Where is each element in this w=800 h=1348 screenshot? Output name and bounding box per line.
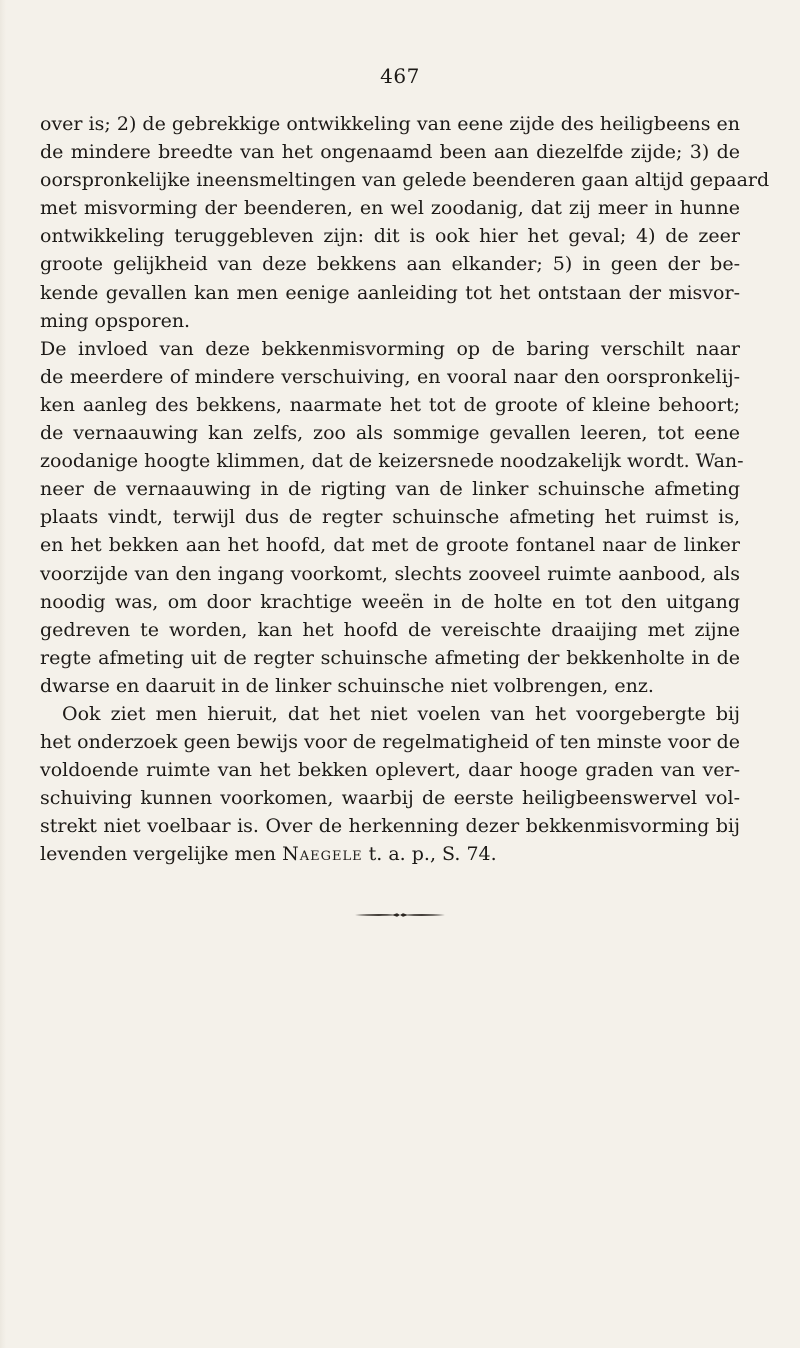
text-line: de meerdere of mindere verschuiving, en vooral naar den oorspronkelij- bbox=[40, 365, 740, 388]
text-line: zoodanige hoogte klimmen, dat de keizersnede noodzakelijk wordt. Wan- bbox=[40, 450, 744, 473]
text-line: noodig was, om door krachtige weeën in de holte en tot den uitgang bbox=[40, 590, 740, 613]
text-line: schuiving kunnen voorkomen, waarbij de eerste heiligbeenswervel vol- bbox=[40, 787, 740, 810]
page-edge-shadow bbox=[0, 0, 6, 1348]
text-line: plaats vindt, terwijl dus de regter schuinsche afmeting het ruimst is, bbox=[40, 506, 740, 529]
final-line-end: t. a. p., S. 74. bbox=[362, 843, 497, 866]
text-line: gedreven te worden, kan het hoofd de vereischte draaijing met zijne bbox=[40, 618, 740, 641]
text-line: regte afmeting uit de regter schuinsche afmeting der bekkenholte in de bbox=[40, 646, 740, 669]
page-number: 467 bbox=[380, 64, 420, 88]
final-text-line bbox=[40, 840, 740, 868]
text-line: over is; 2) de gebrekkige ontwikkeling van eene zijde des heiligbeens en bbox=[40, 113, 740, 135]
text-line: het onderzoek geen bewijs voor de regelmatigheid of ten minste voor de bbox=[40, 731, 740, 754]
text-line: ming opsporen. bbox=[40, 309, 191, 332]
final-line-start: levenden vergelijke men bbox=[40, 843, 283, 866]
author-name: Naegele bbox=[282, 843, 363, 866]
text-line: strekt niet voelbaar is. Over de herkenning dezer bekkenmisvorming bij bbox=[40, 815, 740, 838]
text-line: ontwikkeling teruggebleven zijn: dit is ook hier het geval; 4) de zeer bbox=[40, 225, 740, 248]
text-line: dwarse en daaruit in de linker schuinsche niet volbrengen, enz. bbox=[40, 674, 654, 697]
text-line: met misvorming der beenderen, en wel zoodanig, dat zij meer in hunne bbox=[40, 197, 740, 220]
body-text bbox=[40, 110, 770, 869]
text-line: de vernaauwing kan zelfs, zoo als sommige gevallen leeren, tot eene bbox=[40, 422, 740, 445]
text-line: oorspronkelijke ineensmeltingen van gelede beenderen gaan altijd gepaard bbox=[40, 169, 770, 192]
text-line: ken aanleg des bekkens, naarmate het tot de groote of kleine behoort; bbox=[40, 393, 740, 416]
text-line: Ook ziet men hieruit, dat het niet voelen van het voorgebergte bij bbox=[62, 702, 740, 725]
text-line: kende gevallen kan men eenige aanleiding tot het ontstaan der misvor- bbox=[40, 281, 740, 304]
text-line: neer de vernaauwing in de rigting van de linker schuinsche afmeting bbox=[40, 478, 740, 501]
text-line: voorzijde van den ingang voorkomt, slechts zooveel ruimte aanbood, als bbox=[40, 562, 740, 585]
text-line: De invloed van deze bekkenmisvorming op de baring verschilt naar bbox=[40, 337, 740, 360]
text-line: en het bekken aan het hoofd, dat met de groote fontanel naar de linker bbox=[40, 534, 740, 557]
text-line: voldoende ruimte van het bekken oplevert, daar hooge graden van ver- bbox=[40, 759, 740, 782]
text-line: de mindere breedte van het ongenaamd been aan diezelfde zijde; 3) de bbox=[40, 141, 740, 164]
end-ornament bbox=[353, 910, 447, 920]
text-line: groote gelijkheid van deze bekkens aan elkander; 5) in geen der be- bbox=[40, 253, 740, 276]
